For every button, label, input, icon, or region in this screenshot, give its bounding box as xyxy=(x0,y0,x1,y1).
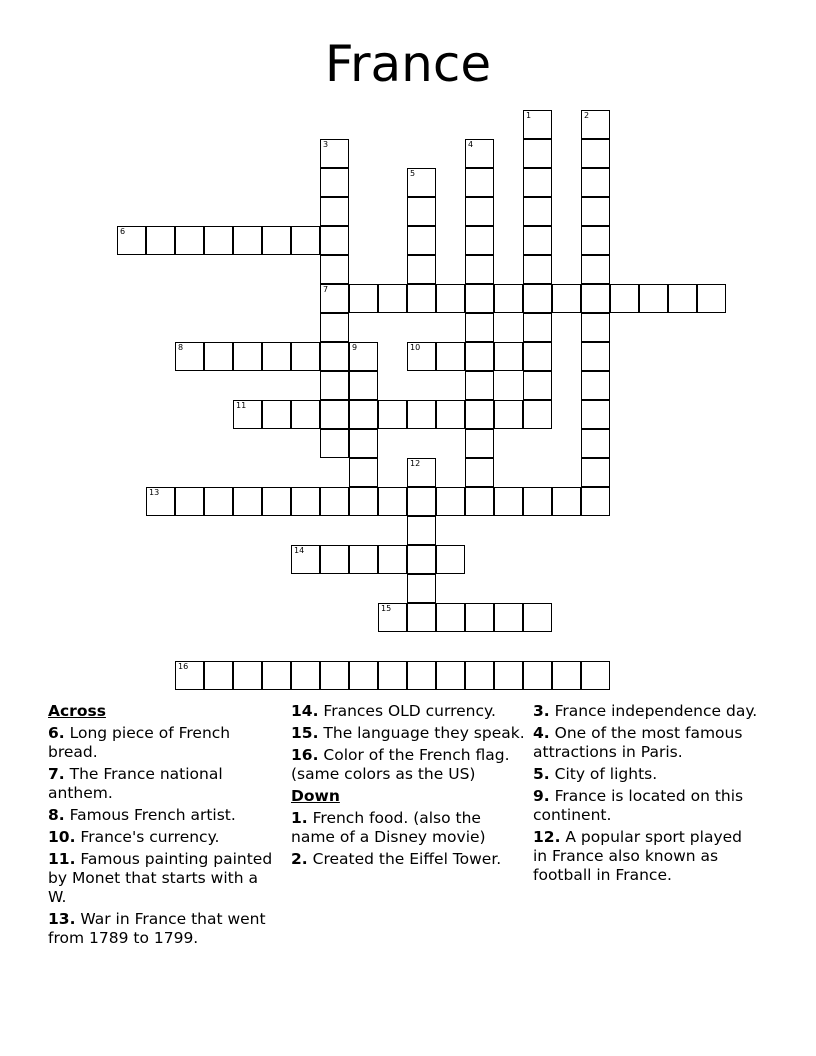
clue-down-5 xyxy=(533,765,758,784)
grid-cell[interactable] xyxy=(349,400,378,429)
clues-column-3 xyxy=(533,700,758,888)
grid-cell[interactable] xyxy=(697,284,726,313)
grid-cell[interactable] xyxy=(436,661,465,690)
grid-cell[interactable] xyxy=(233,661,262,690)
clue-across-10 xyxy=(48,828,280,847)
clue-number: 14. xyxy=(291,702,319,720)
grid-cell[interactable] xyxy=(407,574,436,603)
clue-down-9 xyxy=(533,787,758,825)
grid-cell[interactable] xyxy=(233,226,262,255)
grid-cell[interactable] xyxy=(175,487,204,516)
grid-cell[interactable] xyxy=(291,545,320,574)
clue-text: Famous French artist. xyxy=(69,806,236,824)
grid-cell[interactable] xyxy=(494,661,523,690)
grid-cell[interactable] xyxy=(581,226,610,255)
grid-cell[interactable] xyxy=(494,603,523,632)
grid-cell[interactable] xyxy=(523,255,552,284)
page-title: France xyxy=(324,35,492,93)
clue-text: A popular sport played in France also known as football in France. xyxy=(533,828,742,884)
grid-cell[interactable] xyxy=(117,226,146,255)
grid-cell[interactable] xyxy=(581,400,610,429)
grid-cell[interactable] xyxy=(494,400,523,429)
clue-number: 7. xyxy=(48,765,65,783)
grid-cell[interactable] xyxy=(523,400,552,429)
clue-number: 4. xyxy=(533,724,550,742)
grid-cell[interactable] xyxy=(581,342,610,371)
grid-cell[interactable] xyxy=(320,313,349,342)
grid-cell[interactable] xyxy=(523,487,552,516)
clue-number: 11. xyxy=(48,850,76,868)
clue-text: France's currency. xyxy=(80,828,220,846)
grid-cell[interactable] xyxy=(349,342,378,371)
grid-cell[interactable] xyxy=(349,458,378,487)
clue-number-label: 8 xyxy=(178,343,184,352)
grid-cell[interactable] xyxy=(407,487,436,516)
clue-across-14 xyxy=(291,702,526,721)
grid-cell[interactable] xyxy=(407,661,436,690)
grid-cell[interactable] xyxy=(378,661,407,690)
grid-cell[interactable] xyxy=(523,197,552,226)
grid-cell[interactable] xyxy=(465,429,494,458)
down-heading: Down xyxy=(291,787,340,805)
grid-cell[interactable] xyxy=(320,371,349,400)
grid-cell[interactable] xyxy=(494,487,523,516)
grid-cell[interactable] xyxy=(407,545,436,574)
grid-cell[interactable] xyxy=(465,255,494,284)
grid-cell[interactable] xyxy=(436,342,465,371)
grid-cell[interactable] xyxy=(407,400,436,429)
grid-cell[interactable] xyxy=(291,661,320,690)
clue-text: Famous painting painted by Monet that starts with a W. xyxy=(48,850,273,906)
grid-cell[interactable] xyxy=(378,284,407,313)
grid-cell[interactable] xyxy=(465,661,494,690)
clue-number: 2. xyxy=(291,850,308,868)
grid-cell[interactable] xyxy=(320,661,349,690)
grid-cell[interactable] xyxy=(465,284,494,313)
grid-cell[interactable] xyxy=(581,168,610,197)
clues-column-2 xyxy=(291,700,526,872)
grid-cell[interactable] xyxy=(581,487,610,516)
grid-cell[interactable] xyxy=(407,603,436,632)
grid-cell[interactable] xyxy=(523,139,552,168)
grid-cell[interactable] xyxy=(523,226,552,255)
across-heading: Across xyxy=(48,702,106,720)
clue-across-15 xyxy=(291,724,526,743)
grid-cell[interactable] xyxy=(291,400,320,429)
grid-cell[interactable] xyxy=(581,284,610,313)
grid-cell[interactable] xyxy=(610,284,639,313)
grid-cell[interactable] xyxy=(262,226,291,255)
clue-number: 9. xyxy=(533,787,550,805)
grid-cell[interactable] xyxy=(465,139,494,168)
grid-cell[interactable] xyxy=(581,458,610,487)
grid-cell[interactable] xyxy=(465,603,494,632)
grid-cell[interactable] xyxy=(320,487,349,516)
grid-cell[interactable] xyxy=(436,284,465,313)
clue-number-label: 1 xyxy=(526,111,532,120)
grid-cell[interactable] xyxy=(175,226,204,255)
grid-cell[interactable] xyxy=(262,487,291,516)
clue-number-label: 9 xyxy=(352,343,358,352)
clue-down-3 xyxy=(533,702,758,721)
grid-cell[interactable] xyxy=(175,661,204,690)
clue-number: 6. xyxy=(48,724,65,742)
clue-number-label: 13 xyxy=(149,488,160,497)
grid-cell[interactable] xyxy=(204,342,233,371)
grid-cell[interactable] xyxy=(494,342,523,371)
grid-cell[interactable] xyxy=(436,603,465,632)
grid-cell[interactable] xyxy=(523,284,552,313)
grid-cell[interactable] xyxy=(320,545,349,574)
grid-cell[interactable] xyxy=(581,371,610,400)
grid-cell[interactable] xyxy=(320,226,349,255)
grid-cell[interactable] xyxy=(349,284,378,313)
clue-number-label: 5 xyxy=(410,169,416,178)
grid-cell[interactable] xyxy=(523,603,552,632)
clue-text: War in France that went from 1789 to 1799. xyxy=(48,910,266,947)
grid-cell[interactable] xyxy=(581,313,610,342)
clue-down-12 xyxy=(533,828,758,885)
grid-cell[interactable] xyxy=(320,429,349,458)
grid-cell[interactable] xyxy=(349,545,378,574)
clue-text: French food. (also the name of a Disney movie) xyxy=(291,809,486,846)
grid-cell[interactable] xyxy=(581,661,610,690)
grid-cell[interactable] xyxy=(175,342,204,371)
grid-cell[interactable] xyxy=(465,197,494,226)
grid-cell[interactable] xyxy=(407,458,436,487)
clue-number-label: 7 xyxy=(323,285,329,294)
clue-across-8 xyxy=(48,806,280,825)
clue-number-label: 6 xyxy=(120,227,126,236)
grid-cell[interactable] xyxy=(465,313,494,342)
grid-cell[interactable] xyxy=(291,487,320,516)
grid-cell[interactable] xyxy=(494,284,523,313)
clue-text: City of lights. xyxy=(554,765,658,783)
grid-cell[interactable] xyxy=(523,661,552,690)
clue-number: 10. xyxy=(48,828,76,846)
clue-text: The language they speak. xyxy=(323,724,525,742)
grid-cell[interactable] xyxy=(523,371,552,400)
grid-cell[interactable] xyxy=(349,429,378,458)
grid-cell[interactable] xyxy=(378,545,407,574)
grid-cell[interactable] xyxy=(146,487,175,516)
grid-cell[interactable] xyxy=(407,255,436,284)
grid-cell[interactable] xyxy=(320,342,349,371)
clue-number-label: 2 xyxy=(584,111,590,120)
grid-cell[interactable] xyxy=(262,661,291,690)
clue-number-label: 3 xyxy=(323,140,329,149)
grid-cell[interactable] xyxy=(349,487,378,516)
clue-number: 12. xyxy=(533,828,561,846)
grid-cell[interactable] xyxy=(407,226,436,255)
grid-cell[interactable] xyxy=(204,487,233,516)
grid-cell[interactable] xyxy=(552,487,581,516)
grid-cell[interactable] xyxy=(320,284,349,313)
grid-cell[interactable] xyxy=(407,284,436,313)
grid-cell[interactable] xyxy=(465,342,494,371)
grid-cell[interactable] xyxy=(233,400,262,429)
grid-cell[interactable] xyxy=(262,342,291,371)
clue-number-label: 12 xyxy=(410,459,421,468)
clue-text: Color of the French flag. (same colors as the US) xyxy=(291,746,510,783)
grid-cell[interactable] xyxy=(320,197,349,226)
clue-text: Created the Eiffel Tower. xyxy=(312,850,502,868)
grid-cell[interactable] xyxy=(465,487,494,516)
grid-cell[interactable] xyxy=(349,661,378,690)
clue-number-label: 4 xyxy=(468,140,474,149)
clue-across-16 xyxy=(291,746,526,784)
grid-cell[interactable] xyxy=(320,255,349,284)
clue-number-label: 10 xyxy=(410,343,421,352)
grid-cell[interactable] xyxy=(465,168,494,197)
clue-number-label: 14 xyxy=(294,546,305,555)
grid-cell[interactable] xyxy=(436,487,465,516)
clue-number: 15. xyxy=(291,724,319,742)
grid-cell[interactable] xyxy=(291,342,320,371)
clue-number: 13. xyxy=(48,910,76,928)
grid-cell[interactable] xyxy=(291,226,320,255)
grid-cell[interactable] xyxy=(552,284,581,313)
clue-across-7 xyxy=(48,765,280,803)
grid-cell[interactable] xyxy=(233,487,262,516)
clue-across-11 xyxy=(48,850,280,907)
clues-column-1 xyxy=(48,700,280,951)
grid-cell[interactable] xyxy=(523,168,552,197)
grid-cell[interactable] xyxy=(668,284,697,313)
clue-down-2 xyxy=(291,850,526,869)
grid-cell[interactable] xyxy=(146,226,175,255)
grid-cell[interactable] xyxy=(407,342,436,371)
clue-across-6 xyxy=(48,724,280,762)
grid-cell[interactable] xyxy=(523,313,552,342)
grid-cell[interactable] xyxy=(465,226,494,255)
grid-cell[interactable] xyxy=(204,226,233,255)
clue-number: 3. xyxy=(533,702,550,720)
clue-number: 5. xyxy=(533,765,550,783)
grid-cell[interactable] xyxy=(407,197,436,226)
clue-number-label: 15 xyxy=(381,604,392,613)
clue-text: France independence day. xyxy=(554,702,758,720)
grid-cell[interactable] xyxy=(378,603,407,632)
clue-number: 1. xyxy=(291,809,308,827)
clue-number-label: 11 xyxy=(236,401,247,410)
grid-cell[interactable] xyxy=(581,255,610,284)
grid-cell[interactable] xyxy=(639,284,668,313)
grid-cell[interactable] xyxy=(378,400,407,429)
grid-cell[interactable] xyxy=(465,371,494,400)
clue-text: Long piece of French bread. xyxy=(48,724,231,761)
clue-across-13 xyxy=(48,910,280,948)
grid-cell[interactable] xyxy=(378,487,407,516)
grid-cell[interactable] xyxy=(320,400,349,429)
grid-cell[interactable] xyxy=(233,342,262,371)
clue-text: France is located on this continent. xyxy=(533,787,744,824)
clue-text: Frances OLD currency. xyxy=(323,702,496,720)
grid-cell[interactable] xyxy=(581,197,610,226)
grid-cell[interactable] xyxy=(407,168,436,197)
grid-cell[interactable] xyxy=(407,516,436,545)
clue-down-4 xyxy=(533,724,758,762)
clue-text: The France national anthem. xyxy=(48,765,223,802)
clue-text: One of the most famous attractions in Paris. xyxy=(533,724,743,761)
grid-cell[interactable] xyxy=(320,168,349,197)
clue-down-1 xyxy=(291,809,526,847)
clue-number: 16. xyxy=(291,746,319,764)
grid-cell[interactable] xyxy=(523,342,552,371)
grid-cell[interactable] xyxy=(552,661,581,690)
grid-cell[interactable] xyxy=(436,400,465,429)
grid-cell[interactable] xyxy=(581,110,610,139)
grid-cell[interactable] xyxy=(523,110,552,139)
grid-cell[interactable] xyxy=(581,429,610,458)
grid-cell[interactable] xyxy=(465,400,494,429)
grid-cell[interactable] xyxy=(581,139,610,168)
clue-number: 8. xyxy=(48,806,65,824)
grid-cell[interactable] xyxy=(204,661,233,690)
grid-cell[interactable] xyxy=(349,371,378,400)
grid-cell[interactable] xyxy=(320,139,349,168)
grid-cell[interactable] xyxy=(262,400,291,429)
clue-number-label: 16 xyxy=(178,662,189,671)
grid-cell[interactable] xyxy=(465,458,494,487)
grid-cell[interactable] xyxy=(436,545,465,574)
